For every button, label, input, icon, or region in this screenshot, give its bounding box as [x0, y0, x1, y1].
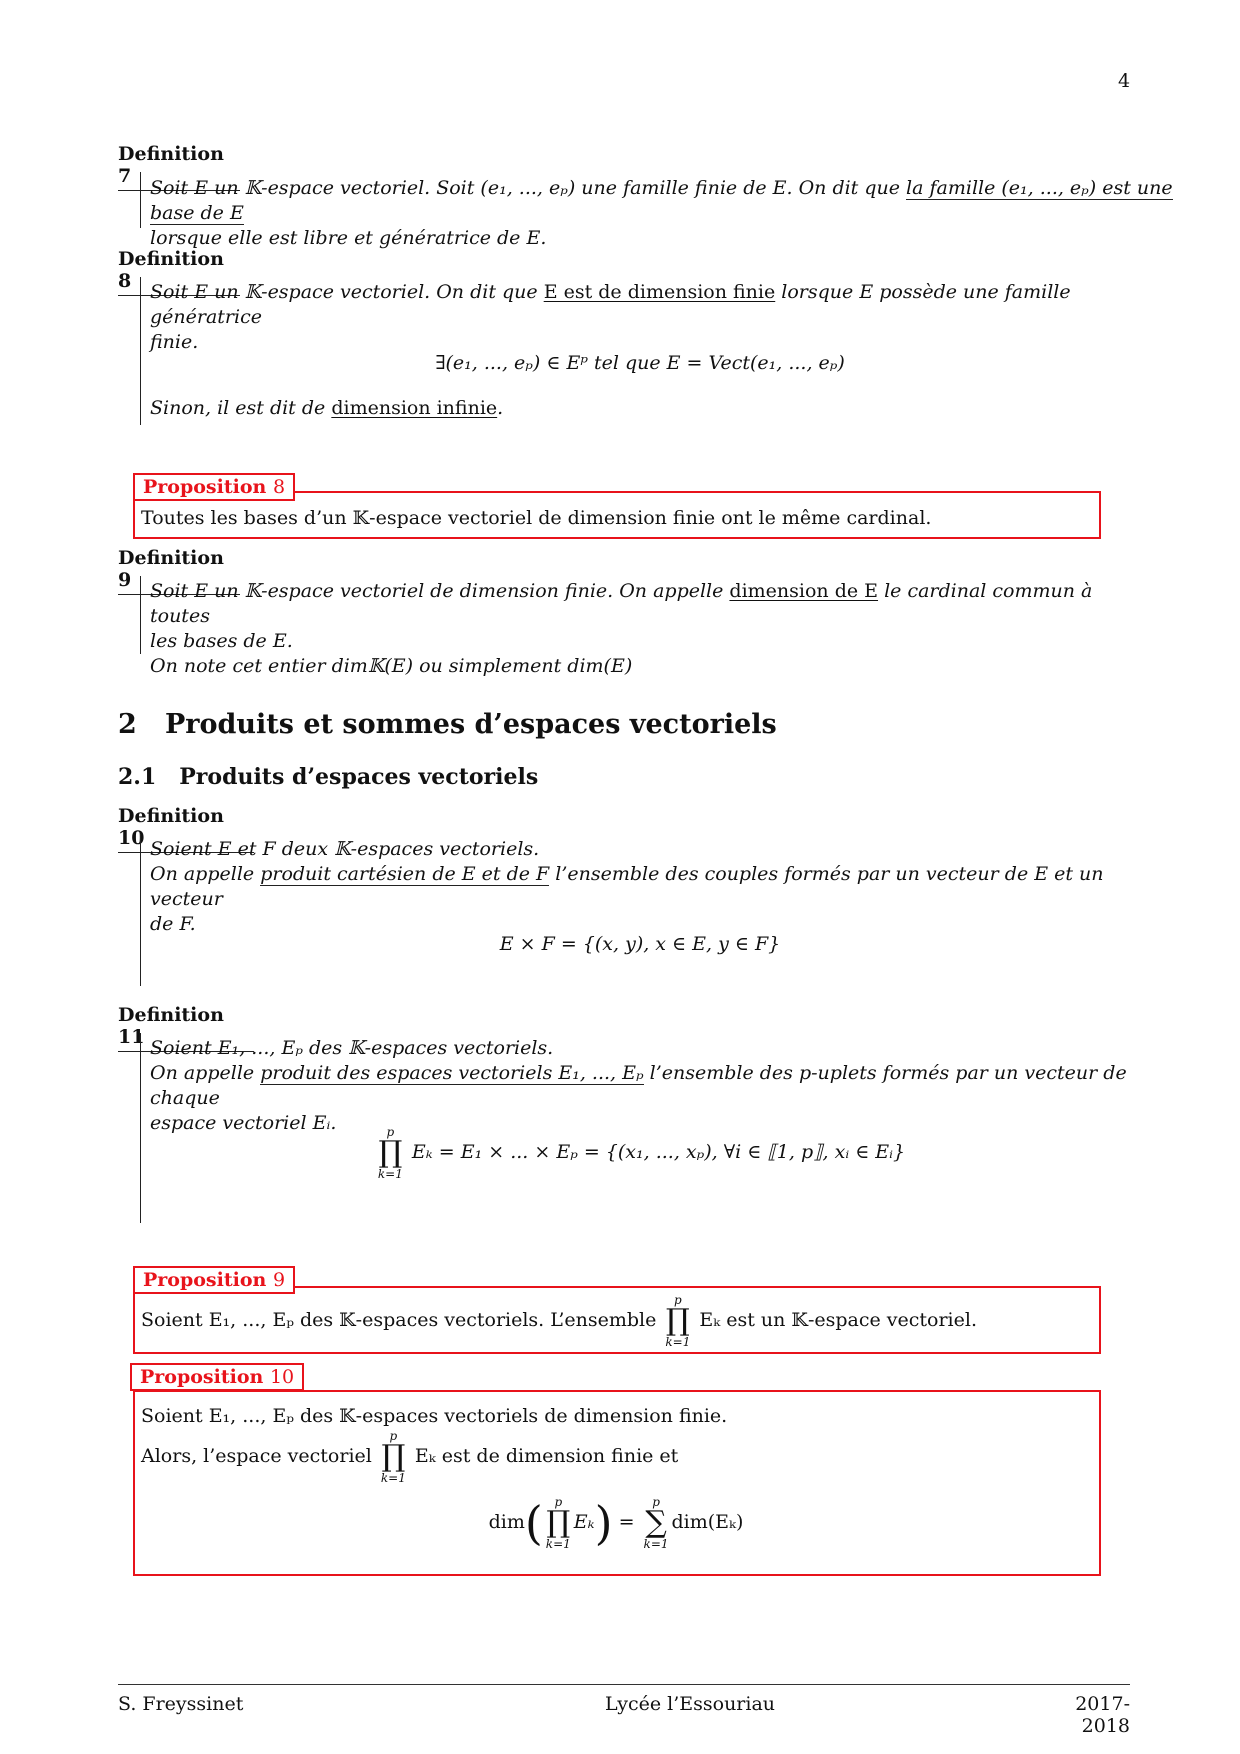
definition-11-underlined: produit des espaces vectoriels E₁, ..., Eₚ [260, 1062, 644, 1084]
definition-11-title: Definition 11 [118, 1004, 254, 1052]
footer-school: Lycée l’Essouriau [604, 1693, 776, 1715]
definition-8-underlined-2: dimension infinie [331, 397, 498, 419]
definition-11-formula: p ∏ k=1 Eₖ = E₁ × ... × Eₚ = {(x₁, ..., xₚ), ∀i ∈ ⟦1, p⟧, xᵢ ∈ Eᵢ} [377, 1125, 906, 1181]
definition-10-formula: E × F = {(x, y), x ∈ E, y ∈ F} [499, 933, 781, 955]
definition-7-title: Definition 7 [118, 143, 240, 191]
proposition-10-line-1: Soient E₁, ..., Eₚ des 𝕂-espaces vectoriels de dimension finie. [141, 1405, 728, 1427]
definition-8-title: Definition 8 [118, 248, 240, 296]
product-symbol: p ∏ k=1 [545, 1495, 571, 1551]
proposition-10-formula: dim( p ∏ k=1 Eₖ) = p ∑ k=1 dim(Eₖ) [488, 1495, 744, 1551]
product-symbol: p ∏ k=1 [377, 1125, 403, 1181]
footer-year: 2017-2018 [1075, 1693, 1130, 1737]
definition-10-underlined: produit cartésien de E et de F [260, 863, 550, 885]
definition-9-bar [140, 576, 141, 654]
definition-11-text: Soient E₁, ..., Eₚ des 𝕂-espaces vectoriels. On appelle produit des espaces vectoriels E₁, ..., Eₚ l’ensemble des p-uplets formés par un vecteur de chaque espace vectoriel Eᵢ. [150, 1037, 1127, 1134]
definition-9-title: Definition 9 [118, 547, 240, 595]
definition-8-underlined-1: E est de dimension finie [543, 281, 776, 303]
sum-symbol: p ∑ k=1 [643, 1495, 669, 1551]
definition-7-text: Soit E un 𝕂-espace vectoriel. Soit (e₁, ..., eₚ) une famille finie de E. On dit que la famille (e₁, ..., eₚ) est une base de E lorsque elle est libre et génératrice de E. [150, 177, 1173, 249]
definition-9-text: Soit E un 𝕂-espace vectoriel de dimension finie. On appelle dimension de E le cardinal commun à toutes les bases de E. On note cet entier dim𝕂(E) ou simplement dim(E) [150, 580, 1093, 677]
section-2-heading: 2 Produits et sommes d’espaces vectoriels [118, 709, 777, 740]
product-symbol: p ∏ k=1 [665, 1293, 691, 1349]
proposition-8-tab: Proposition 8 [133, 473, 295, 501]
definition-10-text: Soient E et F deux 𝕂-espaces vectoriels. On appelle produit cartésien de E et de F l’ensemble des couples formés par un vecteur de E et un vecteur de F. [150, 838, 1104, 935]
definition-10-bar [140, 834, 141, 986]
definition-8-formula: ∃(e₁, ..., eₚ) ∈ Eᵖ tel que E = Vect(e₁, ..., eₚ) [435, 352, 845, 374]
product-symbol: p ∏ k=1 [380, 1429, 406, 1485]
definition-7-bar [140, 172, 141, 228]
proposition-10-tab: Proposition 10 [130, 1363, 304, 1391]
definition-11-bar [140, 1033, 141, 1223]
footer-author: S. Freyssinet [118, 1693, 244, 1715]
proposition-9-tab: Proposition 9 [133, 1266, 295, 1294]
subsection-2-1-heading: 2.1 Produits d’espaces vectoriels [118, 764, 539, 790]
definition-8-text: Soit E un 𝕂-espace vectoriel. On dit que E est de dimension finie lorsque E possède une famille génératrice finie. [150, 281, 1071, 353]
page-number: 4 [1118, 70, 1131, 92]
definition-9-underlined: dimension de E [729, 580, 879, 602]
definition-7-underlined: la famille (e₁, ..., eₚ) est une base de E [150, 177, 1173, 224]
proposition-8-text: Toutes les bases d’un 𝕂-espace vectoriel de dimension finie ont le même cardinal. [141, 507, 932, 529]
footer-rule [118, 1684, 1130, 1685]
definition-8-text-end: Sinon, il est dit de dimension infinie. [150, 397, 504, 419]
definition-10-title: Definition 10 [118, 805, 254, 853]
proposition-9-text: Soient E₁, ..., Eₚ des 𝕂-espaces vectoriels. L’ensemble p ∏ k=1 Eₖ est un 𝕂-espace vectoriel. [141, 1293, 977, 1349]
proposition-10-line-2: Alors, l’espace vectoriel p ∏ k=1 Eₖ est de dimension finie et [141, 1429, 679, 1485]
definition-8-bar [140, 277, 141, 425]
